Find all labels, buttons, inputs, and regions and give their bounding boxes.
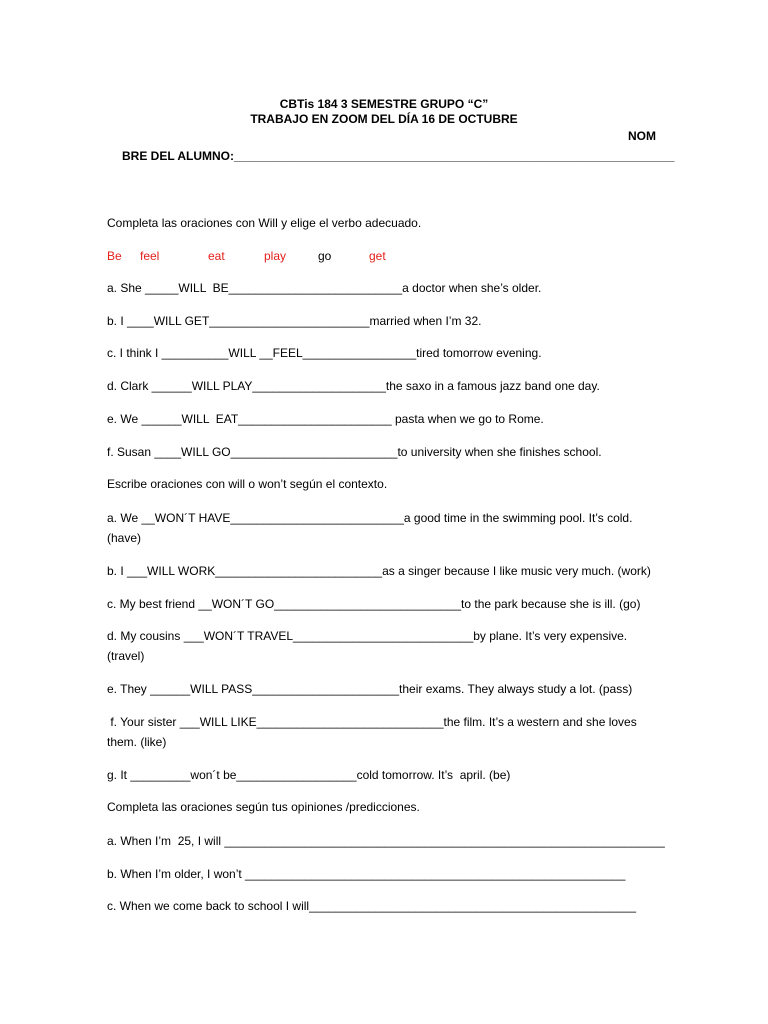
exercise2-item-a-hint: (have) [107,531,142,545]
exercise3-item-c: c. When we come back to school I will_________________________________________________ [107,899,637,913]
exercise2-item-g: g. It _________won´t be__________________cold tomorrow. It’s april. (be) [107,768,511,782]
verb-option: play [264,249,287,263]
exercise3-item-a: a. When I’m 25, I will __________________________________________________________________ [107,834,665,848]
exercise3-item-b: b. When I’m older, I won’t _________________________________________________________ [107,867,626,881]
exercise2-item-d-hint: (travel) [107,649,145,663]
section2-instruction: Escribe oraciones con will o won’t según el contexto. [107,477,388,491]
header-title: CBTis 184 3 SEMESTRE GRUPO “C” [279,97,489,111]
header-subtitle: TRABAJO EN ZOOM DEL DÍA 16 DE OCTUBRE [250,112,518,126]
verb-option: Be [107,249,122,263]
verb-option: feel [140,249,160,263]
verb-option: go [318,249,332,263]
verb-option: eat [208,249,225,263]
exercise2-item-d: d. My cousins ___WON´T TRAVEL___________________________by plane. It’s very expensive. [107,629,628,643]
exercise2-item-f: f. Your sister ___WILL LIKE____________________________the film. It’s a western and she loves [107,715,637,729]
verb-option: get [369,249,386,263]
exercise1-item-a: a. She _____WILL BE__________________________a doctor when she’s older. [107,281,542,295]
exercise2-item-b: b. I ___WILL WORK_________________________as a singer because I like music very much. (work) [107,564,651,578]
student-name-label-start: NOM [628,129,656,143]
student-name-label-end: BRE DEL ALUMNO:__________________________________________________________________ [122,149,675,163]
exercise2-item-a: a. We __WON´T HAVE__________________________a good time in the swimming pool. It’s cold. [107,511,633,525]
exercise2-item-e: e. They ______WILL PASS______________________their exams. They always study a lot. (pass) [107,682,633,696]
exercise2-item-f-cont: them. (like) [107,735,167,749]
exercise1-item-d: d. Clark ______WILL PLAY____________________the saxo in a famous jazz band one day. [107,379,600,393]
exercise1-item-c: c. I think I __________WILL __FEEL_________________tired tomorrow evening. [107,346,542,360]
exercise2-item-c: c. My best friend __WON´T GO____________________________to the park because she is ill. (go) [107,597,641,611]
exercise1-item-b: b. I ____WILL GET________________________married when I’m 32. [107,314,482,328]
section3-instruction: Completa las oraciones según tus opiniones /predicciones. [107,800,420,814]
section1-instruction: Completa las oraciones con Will y elige el verbo adecuado. [107,216,422,230]
exercise1-item-e: e. We ______WILL EAT_______________________ pasta when we go to Rome. [107,412,544,426]
exercise1-item-f: f. Susan ____WILL GO_________________________to university when she finishes school. [107,445,602,459]
